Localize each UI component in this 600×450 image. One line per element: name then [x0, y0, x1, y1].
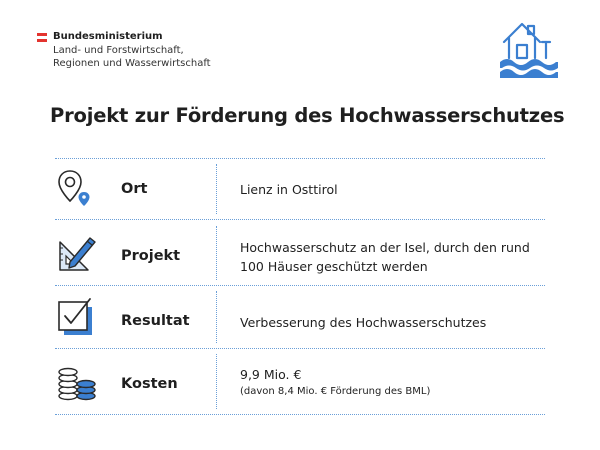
row-value-projekt: [240, 238, 530, 276]
column-divider: [216, 291, 217, 343]
row-divider: [55, 285, 545, 286]
column-divider: [216, 354, 217, 409]
row-value-projekt-line2: 100 Häuser geschützt werden: [240, 259, 428, 274]
column-divider: [216, 226, 217, 280]
checkbox-icon: [56, 297, 98, 339]
column-divider: [216, 164, 217, 214]
row-value-resultat: Verbesserung des Hochwasserschutzes: [240, 315, 487, 330]
ruler-pencil-icon: [56, 232, 98, 274]
austrian-flag-icon: [37, 33, 47, 42]
row-divider: [55, 414, 545, 415]
ministry-header: [37, 30, 211, 71]
org-name-line3: Regionen und Wasserwirtschaft: [53, 58, 211, 69]
row-value-kosten-note: (davon 8,4 Mio. € Förderung des BML): [240, 386, 431, 397]
org-name-line2: Land- und Forstwirtschaft,: [53, 44, 184, 56]
row-label-projekt: Projekt: [121, 248, 181, 264]
org-name-line1: Bundesministerium: [53, 31, 163, 42]
row-value-projekt-line1: Hochwasserschutz an der Isel, durch den rund: [240, 240, 530, 255]
row-divider: [55, 219, 545, 220]
row-label-resultat: Resultat: [121, 313, 190, 329]
coins-icon: [56, 362, 98, 404]
row-value-ort: Lienz in Osttirol: [240, 182, 338, 197]
row-divider: [55, 158, 545, 159]
location-pin-icon: [56, 168, 98, 210]
flood-house-icon: [498, 18, 560, 80]
row-label-kosten: Kosten: [121, 376, 178, 392]
row-value-kosten: [240, 365, 430, 399]
row-label-ort: Ort: [121, 181, 148, 197]
row-divider: [55, 348, 545, 349]
row-value-kosten-amount: 9,9 Mio. €: [240, 367, 302, 382]
page-title: Projekt zur Förderung des Hochwasserschutzes: [50, 104, 565, 127]
